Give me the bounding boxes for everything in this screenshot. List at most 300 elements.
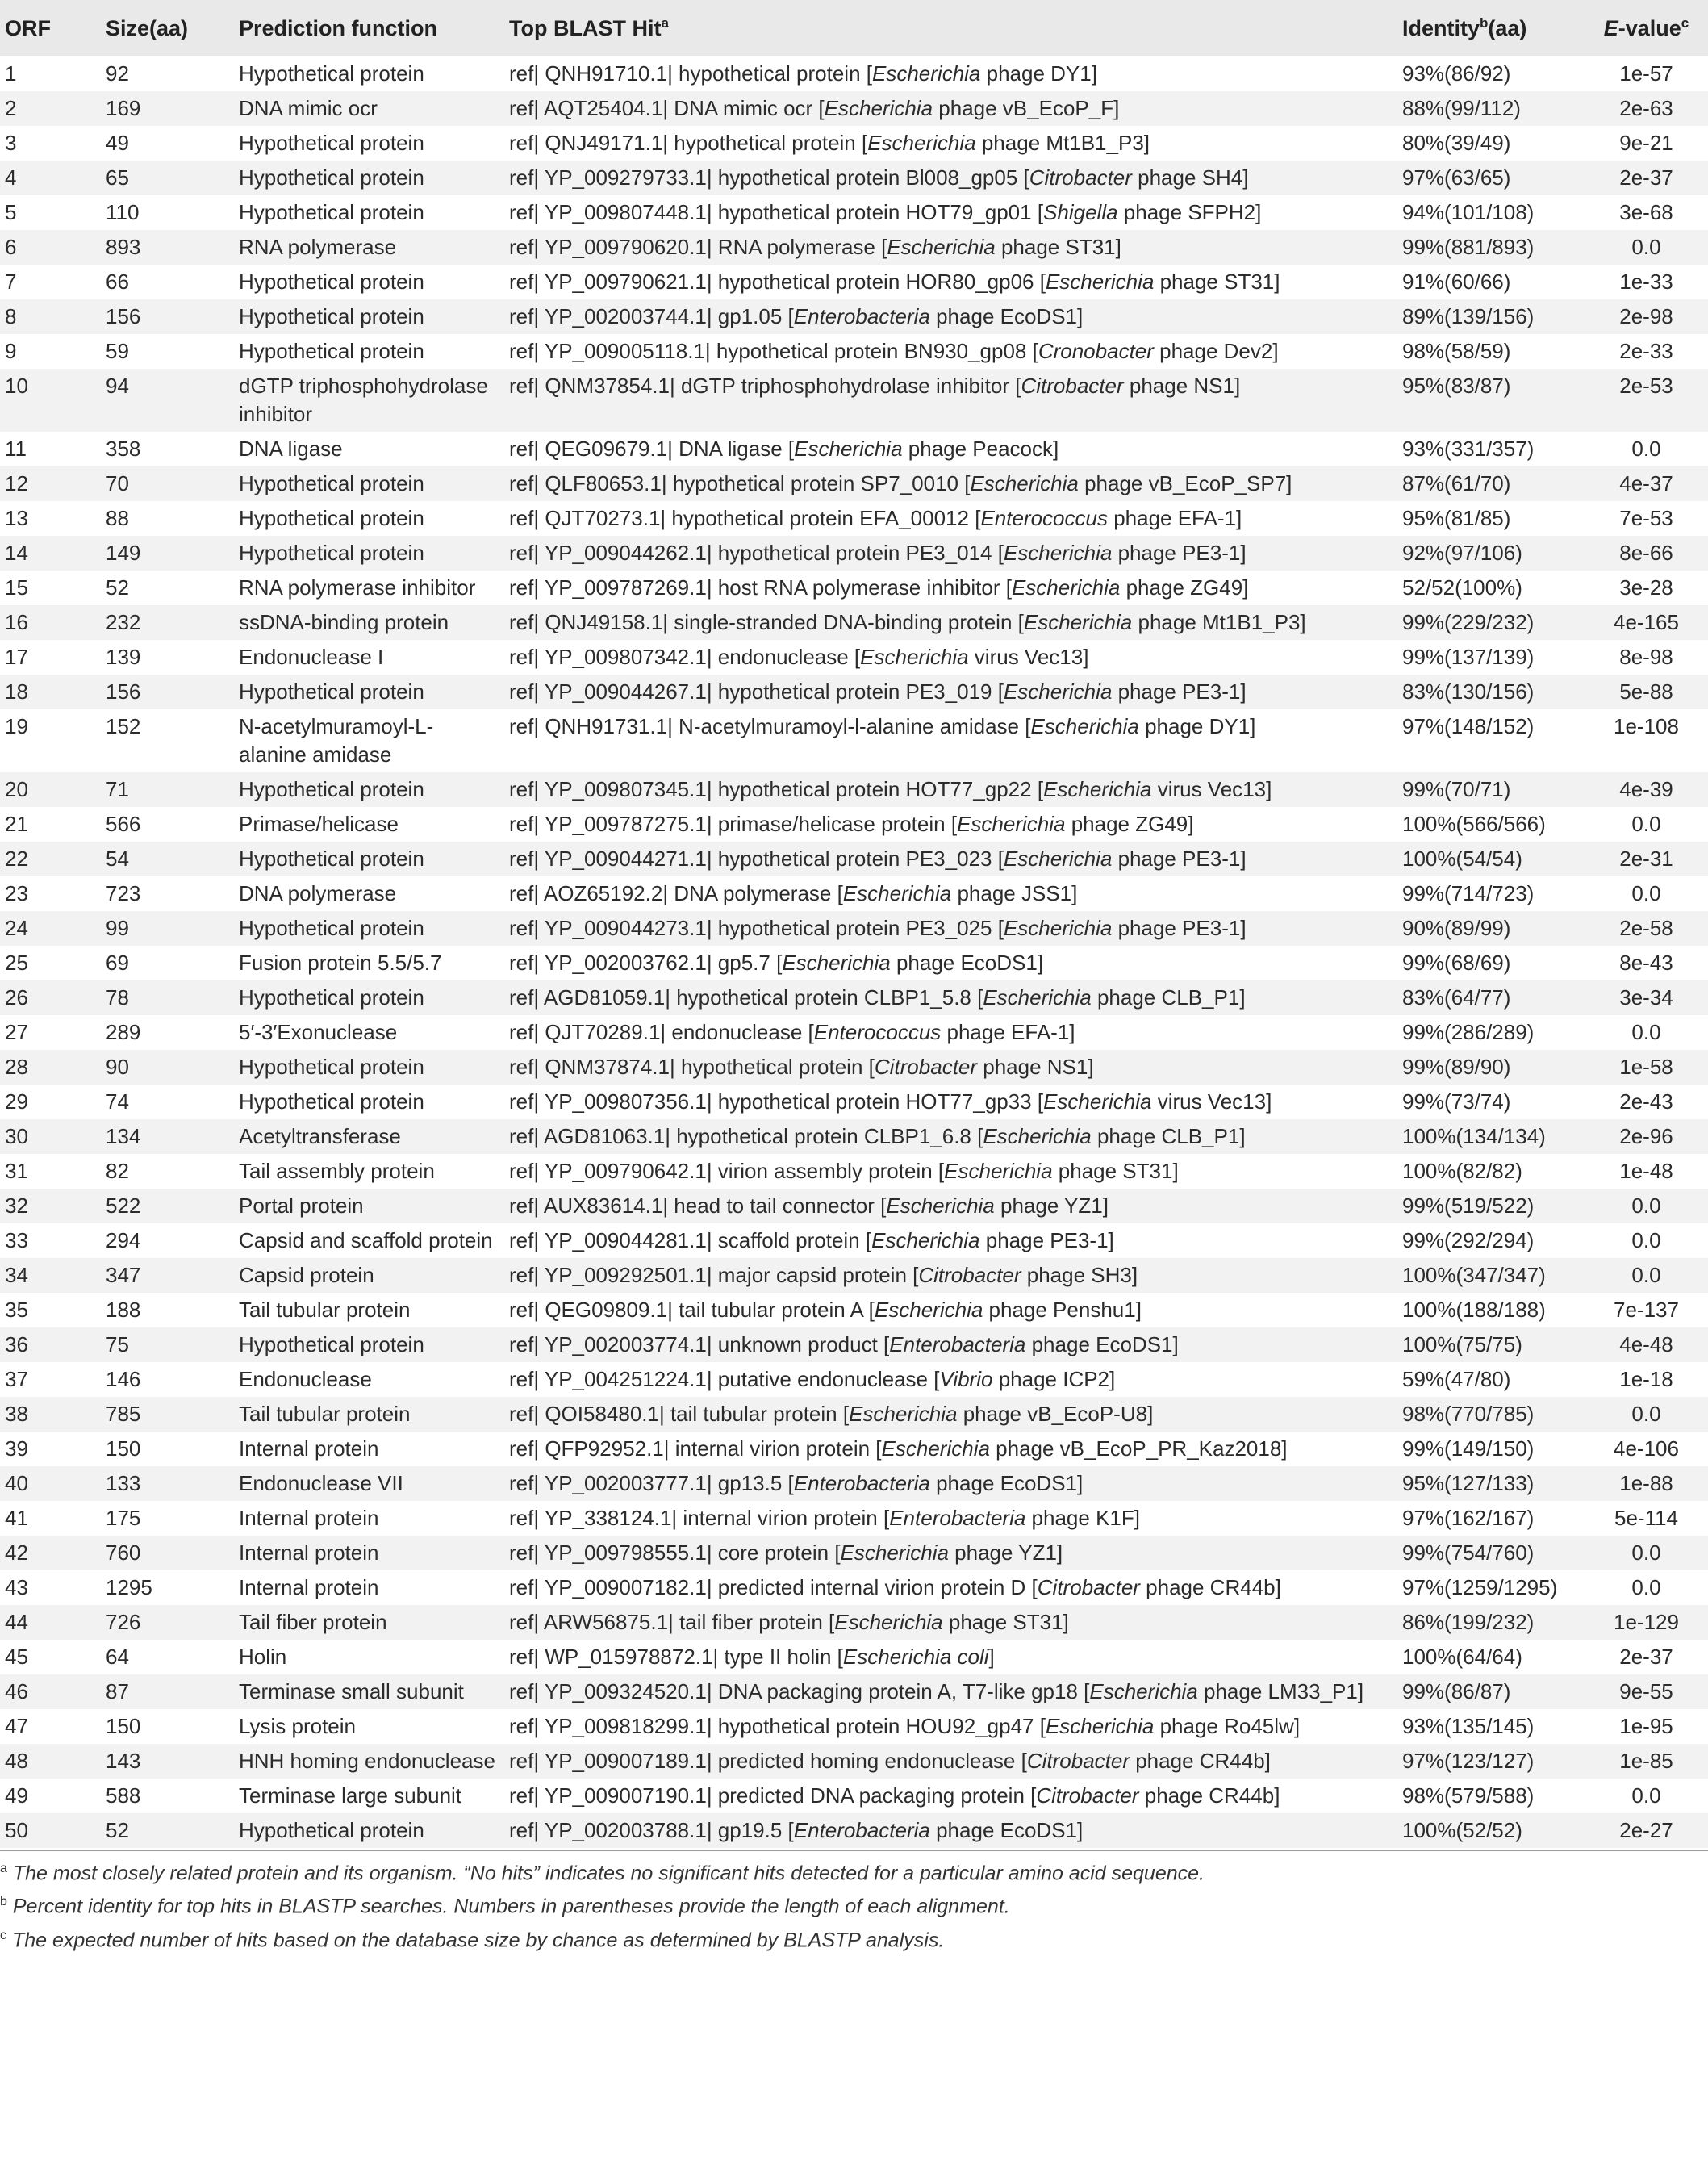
cell-evalue: 0.0: [1631, 812, 1661, 836]
cell-top-blast-hit: [504, 1779, 1397, 1813]
cell-orf: 39: [5, 1436, 28, 1461]
table-row: [0, 1327, 1708, 1362]
cell-identity: 97%(123/127): [1402, 1749, 1535, 1773]
hit-organism-rest: virus Vec13]: [968, 645, 1089, 669]
hit-accession-description: ref| AOZ65192.2| DNA polymerase [: [509, 881, 843, 905]
hit-organism-rest: phage CR44b]: [1130, 1749, 1271, 1773]
table-row: [0, 946, 1708, 980]
cell-evalue: 9e-21: [1619, 131, 1673, 155]
cell-orf: 3: [5, 131, 17, 155]
footnote-mark-b: b: [1480, 15, 1489, 31]
cell-evalue: 1e-18: [1619, 1367, 1673, 1391]
cell-orf: 41: [5, 1506, 28, 1530]
hit-organism-genus: Escherichia: [1030, 714, 1139, 738]
cell-identity: 89%(139/156): [1402, 304, 1535, 328]
hit-accession-description: ref| QJT70273.1| hypothetical protein EFA_00012 [: [509, 506, 981, 530]
cell-identity: 100%(134/134): [1402, 1124, 1546, 1148]
cell-identity: 100%(347/347): [1402, 1263, 1546, 1287]
cell-orf: 32: [5, 1193, 28, 1218]
table-row: [0, 536, 1708, 571]
hit-organism-rest: phage vB_EcoP_PR_Kaz2018]: [989, 1436, 1288, 1461]
cell-top-blast-hit: [504, 1744, 1397, 1779]
hit-organism-genus: Escherichia: [782, 951, 891, 975]
cell-orf: 37: [5, 1367, 28, 1391]
header-identity: [1397, 0, 1585, 56]
cell-evalue: 7e-137: [1614, 1298, 1679, 1322]
cell-evalue: 2e-58: [1619, 916, 1673, 940]
cell-prediction: Hypothetical protein: [239, 471, 424, 495]
table-row: [0, 1397, 1708, 1432]
cell-evalue: 4e-39: [1619, 777, 1673, 801]
cell-size: 150: [106, 1714, 141, 1738]
hit-organism-rest: phage JSS1]: [951, 881, 1078, 905]
cell-identity: 87%(61/70): [1402, 471, 1511, 495]
cell-prediction: Capsid protein: [239, 1263, 374, 1287]
cell-identity: 100%(54/54): [1402, 846, 1522, 871]
cell-size: 156: [106, 679, 141, 704]
cell-orf: 10: [5, 374, 28, 398]
cell-evalue: 2e-96: [1619, 1124, 1673, 1148]
cell-size: 143: [106, 1749, 141, 1773]
cell-prediction: Internal protein: [239, 1436, 379, 1461]
hit-organism-rest: phage PE3-1]: [1112, 916, 1247, 940]
cell-top-blast-hit: [504, 536, 1397, 571]
cell-prediction: Hypothetical protein: [239, 131, 424, 155]
hit-organism-rest: phage ICP2]: [992, 1367, 1116, 1391]
hit-accession-description: ref| QLF80653.1| hypothetical protein SP7_0010 [: [509, 471, 971, 495]
cell-size: 64: [106, 1645, 129, 1669]
cell-size: 139: [106, 645, 141, 669]
table-row: [0, 432, 1708, 466]
cell-evalue: 0.0: [1631, 1193, 1661, 1218]
cell-size: 175: [106, 1506, 141, 1530]
cell-identity: 99%(149/150): [1402, 1436, 1535, 1461]
hit-organism-genus: Escherichia: [1043, 1089, 1152, 1114]
cell-orf: 47: [5, 1714, 28, 1738]
cell-prediction: Fusion protein 5.5/5.7: [239, 951, 442, 975]
cell-size: 156: [106, 304, 141, 328]
cell-orf: 19: [5, 714, 28, 738]
cell-size: 70: [106, 471, 129, 495]
hit-accession-description: ref| YP_009324520.1| DNA packaging protein A, T7-like gp18 [: [509, 1679, 1090, 1703]
cell-evalue: 0.0: [1631, 1540, 1661, 1565]
cell-identity: 90%(89/99): [1402, 916, 1511, 940]
cell-size: 75: [106, 1332, 129, 1356]
cell-identity: 97%(63/65): [1402, 165, 1511, 190]
cell-size: 90: [106, 1055, 129, 1079]
header-size: Size(aa): [106, 15, 189, 40]
cell-prediction: 5′-3′Exonuclease: [239, 1020, 398, 1044]
cell-evalue: 1e-129: [1614, 1610, 1679, 1634]
hit-accession-description: ref| YP_009044273.1| hypothetical protein PE3_025 [: [509, 916, 1004, 940]
hit-organism-rest: phage LM33_P1]: [1197, 1679, 1364, 1703]
hit-organism-genus: Escherichia: [887, 235, 996, 259]
table-row: [0, 980, 1708, 1015]
table-row: [0, 1258, 1708, 1293]
hit-accession-description: ref| QNH91731.1| N-acetylmuramoyl-l-alanine amidase [: [509, 714, 1031, 738]
cell-prediction: Tail fiber protein: [239, 1610, 387, 1634]
table-row: [0, 161, 1708, 195]
table-row: [0, 56, 1708, 91]
table-row: [0, 1779, 1708, 1813]
hit-accession-description: ref| YP_002003774.1| unknown product [: [509, 1332, 890, 1356]
hit-organism-genus: Cronobacter: [1038, 339, 1154, 363]
cell-orf: 24: [5, 916, 28, 940]
hit-accession-description: ref| YP_009807448.1| hypothetical protein HOT79_gp01 [: [509, 200, 1044, 224]
hit-accession-description: ref| QNJ49158.1| single-stranded DNA-binding protein [: [509, 610, 1024, 634]
hit-accession-description: ref| YP_009007189.1| predicted homing endonuclease [: [509, 1749, 1027, 1773]
cell-prediction: DNA polymerase: [239, 881, 397, 905]
hit-organism-rest: phage DY1]: [1138, 714, 1256, 738]
hit-accession-description: ref| YP_002003762.1| gp5.7 [: [509, 951, 783, 975]
hit-organism-rest: phage ST31]: [1052, 1159, 1179, 1183]
cell-orf: 16: [5, 610, 28, 634]
footnote: [0, 1887, 1708, 1921]
cell-orf: 34: [5, 1263, 28, 1287]
cell-orf: 7: [5, 270, 17, 294]
hit-organism-rest: phage ZG49]: [1065, 812, 1194, 836]
hit-accession-description: ref| YP_009005118.1| hypothetical protein BN930_gp08 [: [509, 339, 1038, 363]
cell-identity: 99%(89/90): [1402, 1055, 1511, 1079]
hit-organism-rest: phage EFA-1]: [1107, 506, 1242, 530]
hit-organism-rest: phage PE3-1]: [1112, 679, 1247, 704]
cell-prediction: Tail tubular protein: [239, 1298, 411, 1322]
cell-orf: 18: [5, 679, 28, 704]
table-row: [0, 91, 1708, 126]
table-row: [0, 1154, 1708, 1189]
hit-organism-rest: phage PE3-1]: [979, 1228, 1114, 1252]
cell-size: 358: [106, 437, 141, 461]
cell-prediction: Hypothetical protein: [239, 985, 424, 1010]
hit-organism-rest: phage Peacock]: [902, 437, 1059, 461]
hit-organism-rest: phage vB_EcoP_F]: [933, 96, 1120, 120]
cell-evalue: 2e-33: [1619, 339, 1673, 363]
hit-accession-description: ref| YP_009007190.1| predicted DNA packaging protein [: [509, 1783, 1037, 1808]
hit-organism-genus: Escherichia: [1045, 1714, 1155, 1738]
hit-organism-rest: phage SH3]: [1021, 1263, 1138, 1287]
header-row: [0, 0, 1708, 56]
hit-accession-description: ref| YP_009798555.1| core protein [: [509, 1540, 841, 1565]
hit-organism-genus: Citrobacter: [874, 1055, 978, 1079]
cell-size: 94: [106, 374, 129, 398]
cell-top-blast-hit: [504, 1501, 1397, 1536]
hit-organism-rest: phage EcoDS1]: [890, 951, 1044, 975]
footnote-text: Percent identity for top hits in BLASTP searches. Numbers in parentheses provide the length of each alignment.: [12, 1895, 1010, 1918]
cell-identity: 99%(229/232): [1402, 610, 1535, 634]
cell-size: 52: [106, 1818, 129, 1842]
cell-orf: 9: [5, 339, 17, 363]
table-body: [0, 56, 1708, 1848]
cell-top-blast-hit: [504, 1293, 1397, 1327]
cell-size: 78: [106, 985, 129, 1010]
hit-organism-genus: Escherichia: [944, 1159, 1053, 1183]
cell-prediction: Hypothetical protein: [239, 1055, 424, 1079]
cell-orf: 33: [5, 1228, 28, 1252]
hit-organism-genus: Enterobacteria: [793, 1818, 930, 1842]
hit-organism-genus: Citrobacter: [1036, 1783, 1139, 1808]
table-row: [0, 675, 1708, 709]
hit-organism-rest: phage EcoDS1]: [1025, 1332, 1179, 1356]
hit-accession-description: ref| ARW56875.1| tail fiber protein [: [509, 1610, 835, 1634]
cell-evalue: 1e-95: [1619, 1714, 1673, 1738]
hit-accession-description: ref| YP_009044281.1| scaffold protein [: [509, 1228, 872, 1252]
cell-evalue: 0.0: [1631, 1575, 1661, 1599]
cell-identity: 52/52(100%): [1402, 575, 1522, 600]
cell-prediction: Hypothetical protein: [239, 200, 424, 224]
table-row: [0, 369, 1708, 432]
cell-orf: 4: [5, 165, 17, 190]
table-header: [0, 0, 1708, 56]
hit-accession-description: ref| YP_004251224.1| putative endonuclease [: [509, 1367, 940, 1391]
cell-prediction: Hypothetical protein: [239, 165, 424, 190]
hit-accession-description: ref| AGD81059.1| hypothetical protein CLBP1_5.8 [: [509, 985, 983, 1010]
hit-organism-rest: phage Dev2]: [1153, 339, 1279, 363]
hit-accession-description: ref| QEG09679.1| DNA ligase [: [509, 437, 795, 461]
cell-prediction: Hypothetical protein: [239, 304, 424, 328]
cell-identity: 59%(47/80): [1402, 1367, 1511, 1391]
cell-identity: 100%(82/82): [1402, 1159, 1522, 1183]
cell-identity: 86%(199/232): [1402, 1610, 1535, 1634]
cell-top-blast-hit: [504, 1189, 1397, 1223]
cell-prediction: DNA mimic ocr: [239, 96, 378, 120]
header-identity-label: Identity: [1402, 16, 1480, 40]
cell-identity: 99%(754/760): [1402, 1540, 1535, 1565]
cell-orf: 1: [5, 61, 17, 86]
hit-accession-description: ref| QNH91710.1| hypothetical protein [: [509, 61, 872, 86]
cell-size: 294: [106, 1228, 141, 1252]
hit-accession-description: ref| AQT25404.1| DNA mimic ocr [: [509, 96, 825, 120]
cell-top-blast-hit: [504, 432, 1397, 466]
cell-orf: 8: [5, 304, 17, 328]
table-row: [0, 571, 1708, 605]
cell-size: 65: [106, 165, 129, 190]
cell-size: 110: [106, 200, 140, 224]
cell-prediction: Hypothetical protein: [239, 1332, 424, 1356]
cell-size: 149: [106, 541, 141, 565]
table-row: [0, 1050, 1708, 1085]
hit-accession-description: ref| YP_009044271.1| hypothetical protein PE3_023 [: [509, 846, 1004, 871]
hit-organism-rest: phage ST31]: [995, 235, 1121, 259]
cell-orf: 28: [5, 1055, 28, 1079]
hit-organism-genus: Citrobacter: [1037, 1575, 1140, 1599]
cell-size: 71: [106, 777, 129, 801]
cell-orf: 27: [5, 1020, 28, 1044]
cell-orf: 20: [5, 777, 28, 801]
hit-organism-genus: Escherichia: [886, 1193, 995, 1218]
hit-accession-description: ref| WP_015978872.1| type II holin [: [509, 1645, 843, 1669]
cell-identity: 93%(86/92): [1402, 61, 1511, 86]
hit-accession-description: ref| YP_009790642.1| virion assembly protein [: [509, 1159, 945, 1183]
cell-prediction: DNA ligase: [239, 437, 343, 461]
hit-accession-description: ref| QFP92952.1| internal virion protein [: [509, 1436, 882, 1461]
hit-organism-rest: phage EcoDS1]: [929, 1818, 1084, 1842]
hit-accession-description: ref| YP_009279733.1| hypothetical protein Bl008_gp05 [: [509, 165, 1029, 190]
cell-orf: 38: [5, 1402, 28, 1426]
hit-organism-genus: Escherichia: [1045, 270, 1155, 294]
hit-organism-genus: Escherichia: [871, 1228, 980, 1252]
cell-top-blast-hit: [504, 1466, 1397, 1501]
footnote: [0, 1854, 1708, 1887]
cell-evalue: 0.0: [1631, 437, 1661, 461]
cell-evalue: 2e-43: [1619, 1089, 1673, 1114]
cell-size: 82: [106, 1159, 129, 1183]
hit-organism-genus: Enterococcus: [980, 506, 1108, 530]
cell-top-blast-hit: [504, 1709, 1397, 1744]
hit-organism-rest: phage PE3-1]: [1112, 541, 1247, 565]
table-row: [0, 807, 1708, 842]
header-top-blast-hit: [504, 0, 1397, 56]
hit-organism-genus: Escherichia: [872, 61, 981, 86]
cell-size: 726: [106, 1610, 141, 1634]
cell-prediction: Primase/helicase: [239, 812, 399, 836]
header-orf: ORF: [5, 15, 51, 40]
cell-top-blast-hit: [504, 640, 1397, 675]
hit-organism-rest: phage YZ1]: [994, 1193, 1109, 1218]
cell-identity: 99%(137/139): [1402, 645, 1535, 669]
cell-identity: 92%(97/106): [1402, 541, 1522, 565]
table-bottom-rule: [0, 1850, 1708, 1851]
hit-organism-genus: Escherichia: [983, 1124, 1092, 1148]
hit-accession-description: ref| YP_009787275.1| primase/helicase protein [: [509, 812, 958, 836]
cell-evalue: 1e-58: [1619, 1055, 1673, 1079]
cell-orf: 15: [5, 575, 28, 600]
hit-organism-rest: phage ST31]: [942, 1610, 1069, 1634]
cell-identity: 95%(83/87): [1402, 374, 1511, 398]
hit-accession-description: ref| YP_009044262.1| hypothetical protein PE3_014 [: [509, 541, 1004, 565]
cell-prediction: Hypothetical protein: [239, 541, 424, 565]
cell-evalue: 2e-31: [1619, 846, 1673, 871]
cell-identity: 100%(52/52): [1402, 1818, 1522, 1842]
cell-identity: 100%(566/566): [1402, 812, 1546, 836]
cell-evalue: 0.0: [1631, 881, 1661, 905]
cell-evalue: 4e-48: [1619, 1332, 1673, 1356]
hit-organism-rest: phage CLB_P1]: [1091, 1124, 1246, 1148]
hit-organism-genus: Escherichia: [970, 471, 1079, 495]
footnote-mark: b: [0, 1895, 7, 1909]
table-row: [0, 1119, 1708, 1154]
footnote-text: The expected number of hits based on the database size by chance as determined by BLASTP analysis.: [11, 1928, 945, 1951]
cell-prediction: Tail assembly protein: [239, 1159, 435, 1183]
cell-identity: 88%(99/112): [1402, 96, 1521, 120]
table-row: [0, 1085, 1708, 1119]
hit-organism-genus: Escherichia: [881, 1436, 990, 1461]
table-row: [0, 640, 1708, 675]
cell-orf: 14: [5, 541, 28, 565]
footnote-mark: c: [0, 1928, 6, 1942]
cell-identity: 93%(135/145): [1402, 1714, 1535, 1738]
hit-accession-description: ref| YP_338124.1| internal virion protein [: [509, 1506, 890, 1530]
cell-orf: 35: [5, 1298, 28, 1322]
cell-evalue: 8e-43: [1619, 951, 1673, 975]
cell-evalue: 4e-37: [1619, 471, 1673, 495]
header-evalue-e: E: [1603, 16, 1618, 40]
table-row: [0, 1605, 1708, 1640]
cell-orf: 46: [5, 1679, 28, 1703]
hit-accession-description: ref| AUX83614.1| head to tail connector [: [509, 1193, 887, 1218]
cell-prediction: Terminase small subunit: [239, 1679, 464, 1703]
table-row: [0, 1813, 1708, 1848]
cell-size: 522: [106, 1193, 141, 1218]
cell-orf: 23: [5, 881, 28, 905]
cell-orf: 48: [5, 1749, 28, 1773]
cell-evalue: 9e-55: [1619, 1679, 1673, 1703]
table-row: [0, 1640, 1708, 1674]
hit-organism-rest: phage K1F]: [1025, 1506, 1140, 1530]
table-row: [0, 876, 1708, 911]
cell-top-blast-hit: [504, 1397, 1397, 1432]
cell-prediction: RNA polymerase inhibitor: [239, 575, 476, 600]
cell-prediction: Holin: [239, 1645, 287, 1669]
cell-top-blast-hit: [504, 772, 1397, 807]
cell-evalue: 0.0: [1631, 1020, 1661, 1044]
hit-organism-genus: Escherichia coli: [842, 1645, 989, 1669]
cell-orf: 50: [5, 1818, 28, 1842]
hit-organism-rest: phage CR44b]: [1139, 1575, 1281, 1599]
cell-identity: 99%(70/71): [1402, 777, 1511, 801]
cell-size: 54: [106, 846, 129, 871]
table-row: [0, 299, 1708, 334]
hit-organism-genus: Escherichia: [1043, 777, 1152, 801]
cell-identity: 83%(130/156): [1402, 679, 1535, 704]
cell-prediction: Endonuclease: [239, 1367, 372, 1391]
footnote-mark: a: [0, 1862, 7, 1875]
hit-accession-description: ref| YP_009807342.1| endonuclease [: [509, 645, 861, 669]
cell-top-blast-hit: [504, 1432, 1397, 1466]
cell-size: 69: [106, 951, 129, 975]
cell-identity: 95%(127/133): [1402, 1471, 1535, 1495]
cell-top-blast-hit: [504, 369, 1397, 432]
table-row: [0, 709, 1708, 772]
hit-organism-genus: Escherichia: [1011, 575, 1121, 600]
cell-identity: 100%(75/75): [1402, 1332, 1522, 1356]
table-row: [0, 1293, 1708, 1327]
cell-top-blast-hit: [504, 265, 1397, 299]
cell-size: 49: [106, 131, 129, 155]
hit-organism-genus: Citrobacter: [1026, 1749, 1130, 1773]
cell-prediction: RNA polymerase: [239, 235, 397, 259]
cell-size: 152: [106, 714, 141, 738]
cell-size: 588: [106, 1783, 141, 1808]
hit-accession-description: ref| YP_009790621.1| hypothetical protein HOR80_gp06 [: [509, 270, 1046, 294]
cell-size: 566: [106, 812, 141, 836]
hit-organism-rest: phage NS1]: [977, 1055, 1094, 1079]
hit-organism-rest: phage PE3-1]: [1112, 846, 1247, 871]
cell-size: 760: [106, 1540, 141, 1565]
cell-identity: 99%(86/87): [1402, 1679, 1511, 1703]
cell-top-blast-hit: [504, 807, 1397, 842]
hit-organism-genus: Escherichia: [1003, 916, 1113, 940]
cell-top-blast-hit: [504, 1015, 1397, 1050]
cell-orf: 17: [5, 645, 28, 669]
hit-organism-genus: Escherichia: [1003, 679, 1113, 704]
hit-organism-genus: Escherichia: [1003, 541, 1113, 565]
cell-size: 146: [106, 1367, 141, 1391]
cell-identity: 99%(714/723): [1402, 881, 1535, 905]
cell-evalue: 2e-98: [1619, 304, 1673, 328]
cell-evalue: 0.0: [1631, 1263, 1661, 1287]
cell-top-blast-hit: [504, 466, 1397, 501]
cell-top-blast-hit: [504, 1258, 1397, 1293]
cell-identity: 99%(68/69): [1402, 951, 1511, 975]
hit-accession-description: ref| YP_002003788.1| gp19.5 [: [509, 1818, 794, 1842]
table-row: [0, 842, 1708, 876]
cell-prediction: Lysis protein: [239, 1714, 356, 1738]
cell-top-blast-hit: [504, 911, 1397, 946]
cell-prediction: Hypothetical protein: [239, 1818, 424, 1842]
cell-identity: 80%(39/49): [1402, 131, 1511, 155]
cell-identity: 93%(331/357): [1402, 437, 1535, 461]
hit-accession-description: ref| YP_002003777.1| gp13.5 [: [509, 1471, 794, 1495]
